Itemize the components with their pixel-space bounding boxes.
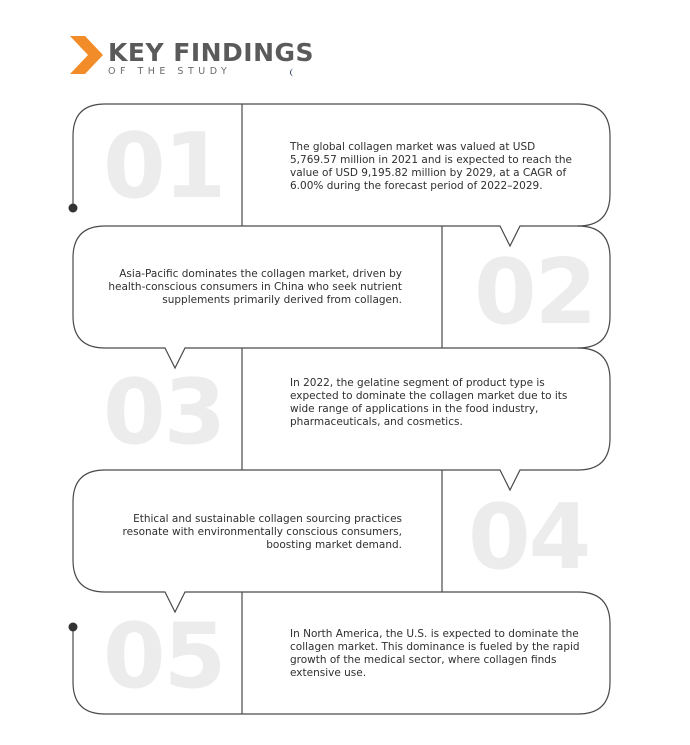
finding-text-3: In 2022, the gelatine segment of product type is expected to dominate the collagen market due to its wide range of applications in the food industry, pharmaceuticals, and cosmetics. <box>290 377 568 428</box>
finding-number-4: 04 <box>468 485 590 590</box>
finding-text-5: In North America, the U.S. is expected to dominate the collagen market. This dominance is fueled by the rapid growth of the medical sector, where collagen finds extensive use. <box>290 628 580 679</box>
finding-number-5: 05 <box>103 604 225 709</box>
page-title: KEY FINDINGS <box>108 38 315 67</box>
finding-text-4: Ethical and sustainable collagen sourcing practices resonate with environmentally conscious consumers, boosting market demand. <box>122 513 402 551</box>
finding-text-1: The global collagen market was valued at USD 5,769.57 million in 2021 and is expected to reach the value of USD 9,195.82 million by 2029, at a CAGR of 6.00% during the forecast period of 2022–2029. <box>290 141 573 192</box>
end-dot <box>69 623 78 632</box>
start-dot <box>69 204 78 213</box>
finding-number-1: 01 <box>103 114 225 219</box>
finding-number-2: 02 <box>474 240 596 345</box>
page-subtitle: OF THE STUDY <box>108 66 232 77</box>
finding-text-2: Asia-Pacific dominates the collagen market, driven by health-conscious consumers in China who seek nutrient supplements primarily derived from collagen. <box>108 268 402 306</box>
finding-number-3: 03 <box>103 360 225 465</box>
